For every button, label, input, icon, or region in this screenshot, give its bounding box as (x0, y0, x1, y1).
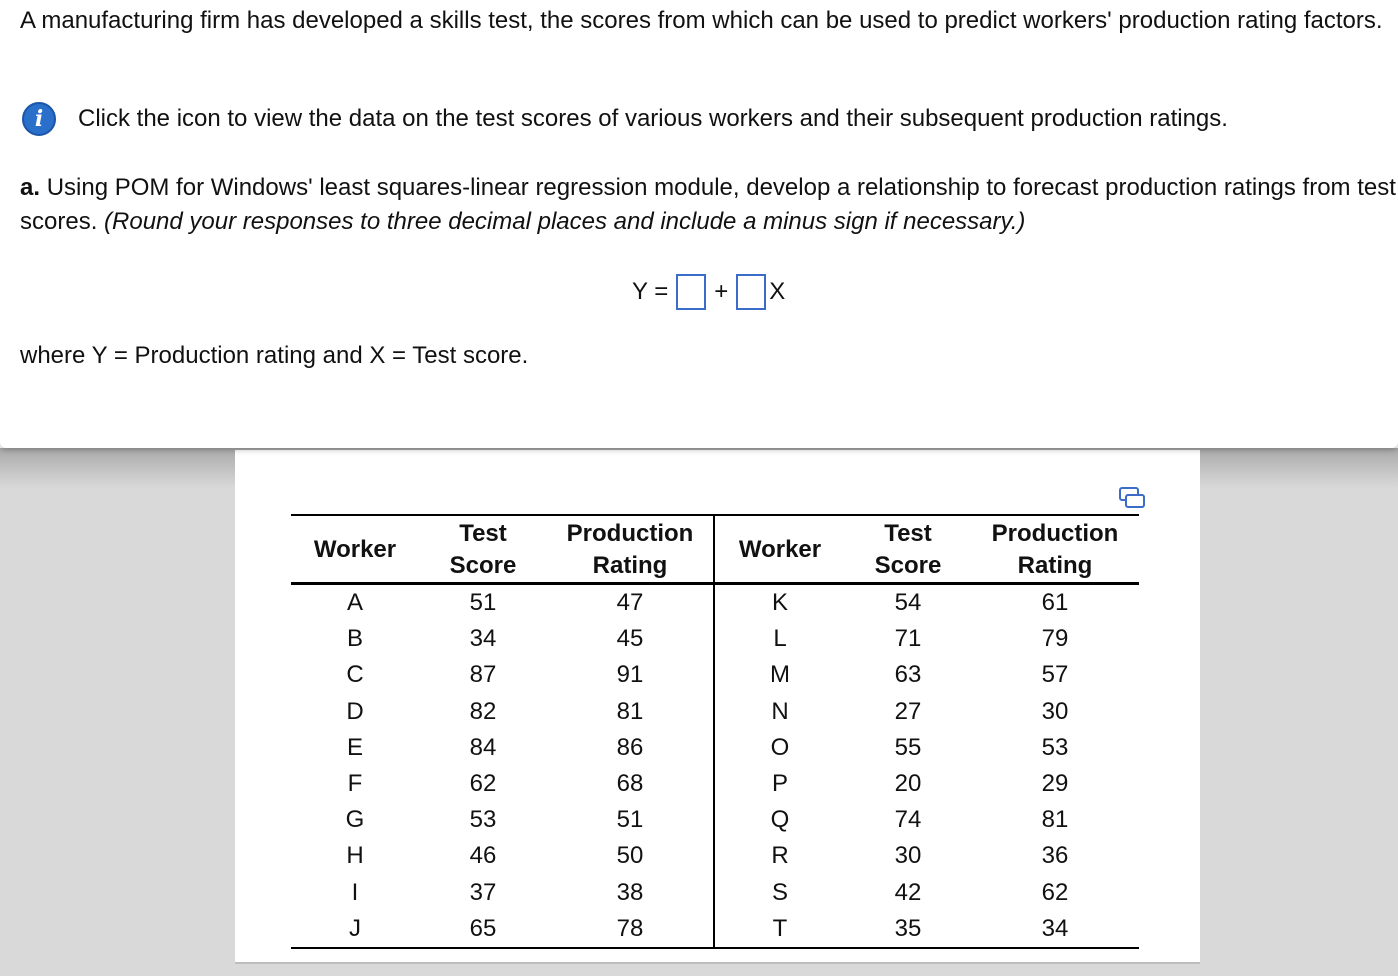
worker-cell: C (346, 661, 364, 689)
worker-cell: O (770, 733, 790, 761)
worker-cell: T (714, 911, 845, 948)
score-cell: 82 (469, 697, 497, 725)
score-cell: 51 (469, 589, 497, 617)
rating-cell: 81 (1041, 806, 1069, 834)
rating-cell: 78 (547, 911, 714, 948)
table-header-row (291, 515, 1139, 584)
header-production-rating: Production Rating (971, 515, 1139, 584)
rating-cell: 50 (547, 838, 714, 874)
problem-intro: A manufacturing firm has developed a skills test, the scores from which can be used to predict workers' production rating factors. (20, 7, 1383, 34)
worker-cell: H (346, 842, 364, 870)
rating-cell: 91 (547, 657, 714, 693)
score-cell: 74 (894, 806, 922, 834)
equation-lhs: Y = (632, 278, 669, 305)
table-row (291, 657, 1139, 693)
score-cell: 65 (419, 911, 547, 948)
score-cell: 30 (894, 842, 922, 870)
rating-cell: 68 (547, 766, 714, 802)
worker-cell: L (773, 625, 787, 653)
score-cell: 53 (469, 806, 497, 834)
rating-cell: 81 (547, 694, 714, 730)
worker-data-table (291, 514, 1139, 949)
score-cell: 55 (894, 733, 922, 761)
table-row (291, 730, 1139, 766)
part-label: a. (20, 174, 41, 201)
score-cell: 71 (894, 625, 922, 653)
score-cell: 35 (845, 911, 971, 948)
worker-cell: B (346, 625, 363, 653)
worker-cell: Q (770, 806, 790, 834)
slope-input[interactable] (736, 274, 766, 310)
worker-cell: E (346, 733, 363, 761)
equation-x: X (769, 278, 786, 305)
score-cell: 37 (469, 878, 497, 906)
regression-equation (632, 272, 785, 312)
question-note: (Round your responses to three decimal places and include a minus sign if necessary.) (104, 208, 1026, 235)
rating-cell: 38 (547, 875, 714, 911)
info-icon[interactable]: i (22, 102, 56, 136)
header-worker: Worker (291, 515, 419, 584)
rating-cell: 45 (547, 621, 714, 657)
info-row (22, 100, 1228, 138)
score-cell: 62 (469, 770, 497, 798)
score-cell: 54 (894, 589, 922, 617)
rating-cell: 51 (547, 802, 714, 838)
info-link-text: Click the icon to view the data on the test scores of various workers and their subsequent production ratings. (78, 105, 1228, 132)
rating-cell: 36 (1041, 842, 1069, 870)
worker-cell: S (771, 878, 788, 906)
worker-cell: M (770, 661, 790, 689)
worker-cell: J (291, 911, 419, 948)
table-row (291, 584, 1139, 622)
score-cell: 20 (894, 770, 922, 798)
copy-to-clipboard-icon[interactable] (1119, 487, 1145, 509)
table-row (291, 911, 1139, 948)
worker-cell: R (771, 842, 789, 870)
table-row (291, 838, 1139, 874)
rating-cell: 79 (1041, 625, 1069, 653)
worker-cell: I (351, 878, 359, 906)
score-cell: 34 (469, 625, 497, 653)
header-test-score: Test Score (845, 515, 971, 584)
rating-cell: 86 (547, 730, 714, 766)
equation-plus: + (714, 278, 729, 305)
data-panel-divider (235, 962, 1200, 964)
question-panel (0, 0, 1398, 448)
rating-cell: 30 (1041, 697, 1069, 725)
score-cell: 63 (894, 661, 922, 689)
header-test-score: Test Score (419, 515, 547, 584)
table-row (291, 621, 1139, 657)
worker-cell: P (771, 770, 788, 798)
intercept-input[interactable] (676, 274, 706, 310)
rating-cell: 57 (1041, 661, 1069, 689)
rating-cell: 34 (971, 911, 1139, 948)
variable-definition: where Y = Production rating and X = Test score. (20, 342, 529, 369)
worker-cell: G (345, 806, 365, 834)
question-body: Using POM for Windows' least squares-linear regression module, develop a relationship to forecast production ratings from test scores. (20, 174, 1396, 235)
table-row (291, 766, 1139, 802)
score-cell: 87 (469, 661, 497, 689)
question-text (20, 171, 1398, 239)
table-row (291, 694, 1139, 730)
worker-cell: N (771, 697, 789, 725)
score-cell: 46 (469, 842, 497, 870)
score-cell: 84 (469, 733, 497, 761)
worker-cell: K (771, 589, 788, 617)
rating-cell: 61 (1041, 589, 1069, 617)
worker-cell: F (347, 770, 363, 798)
rating-cell: 53 (1041, 733, 1069, 761)
rating-cell: 47 (547, 584, 714, 622)
header-worker: Worker (714, 515, 845, 584)
score-cell: 27 (894, 697, 922, 725)
worker-cell: A (346, 589, 363, 617)
worker-cell: D (346, 697, 364, 725)
header-production-rating: Production Rating (547, 515, 714, 584)
rating-cell: 62 (1041, 878, 1069, 906)
table-row (291, 875, 1139, 911)
score-cell: 42 (894, 878, 922, 906)
rating-cell: 29 (1041, 770, 1069, 798)
table-row (291, 802, 1139, 838)
